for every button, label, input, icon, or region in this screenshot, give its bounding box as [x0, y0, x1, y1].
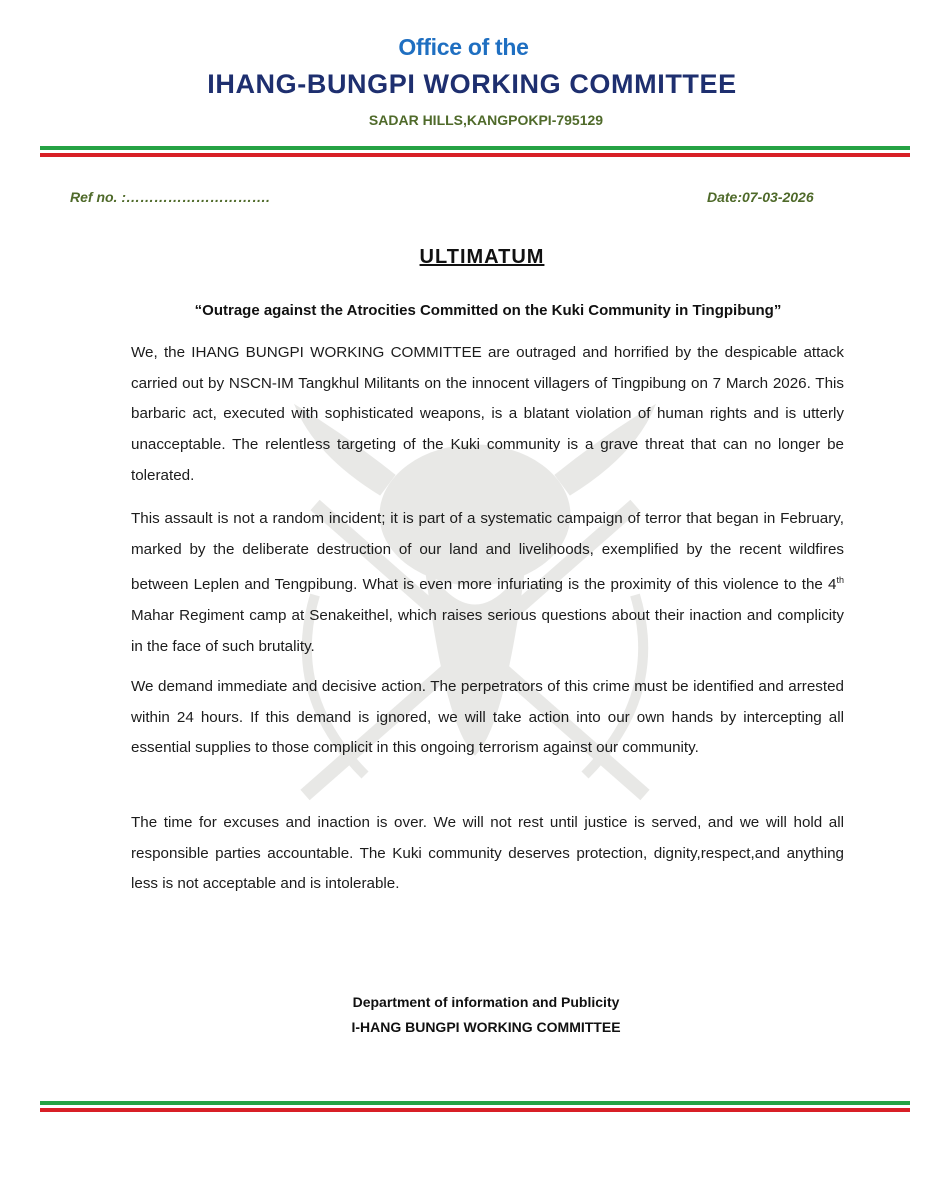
paragraph-2-text-a: This assault is not a random incident; it is part of a systematic campaign of terror that began in February, marked by the deliberate destruction of our land and livelihoods, exemplified by the recent wildfires between Leplen and Tengpibung. What is even more infuriating is the proximity of this violence to the 4	[131, 510, 844, 594]
signature-department: Department of information and Publicity	[352, 994, 620, 1010]
paragraph-2-text-b: Mahar Regiment camp at Senakeithel, which raises serious questions about their inaction and complicity in the face of such brutality.	[131, 607, 844, 655]
document-title: ULTIMATUM	[419, 246, 545, 268]
document-subtitle: “Outrage against the Atrocities Committed on the Kuki Community in Tingpibung”	[194, 302, 782, 319]
document-date: Date:07-03-2026	[707, 189, 814, 205]
footer-divider	[40, 1101, 910, 1112]
signature-block	[0, 990, 927, 1040]
header-divider	[40, 146, 910, 157]
paragraph-2	[131, 504, 844, 663]
paragraph-2-superscript: th	[836, 575, 844, 586]
office-line: Office of the	[398, 34, 529, 60]
reference-number: Ref no. :………………………….	[70, 189, 270, 205]
paragraph-4: The time for excuses and inaction is over. We will not rest until justice is served, and we will hold all responsible parties accountable. The Kuki community deserves protection, dignity,respect,and anything less is not acceptable and is intolerable.	[131, 814, 844, 893]
committee-name: IHANG-BUNGPI WORKING COMMITTEE	[207, 69, 737, 99]
paragraph-1: We, the IHANG BUNGPI WORKING COMMITTEE are outraged and horrified by the despicable attack carried out by NSCN-IM Tangkhul Militants on the innocent villagers of Tingpibung on 7 March 2026. This barbaric act, executed with sophisticated weapons, is a blatant violation of human rights and is utterly unacceptable. The relentless targeting of the Kuki community is a grave threat that can no longer be tolerated.	[131, 344, 844, 484]
committee-address: SADAR HILLS,KANGPOKPI-795129	[368, 112, 604, 128]
signature-organisation: I-HANG BUNGPI WORKING COMMITTEE	[351, 1019, 621, 1035]
paragraph-3: We demand immediate and decisive action. The perpetrators of this crime must be identified and arrested within 24 hours. If this demand is ignored, we will take action into our own hands by intercepting all essential supplies to those complicit in this ongoing terrorism against our community.	[131, 678, 844, 757]
